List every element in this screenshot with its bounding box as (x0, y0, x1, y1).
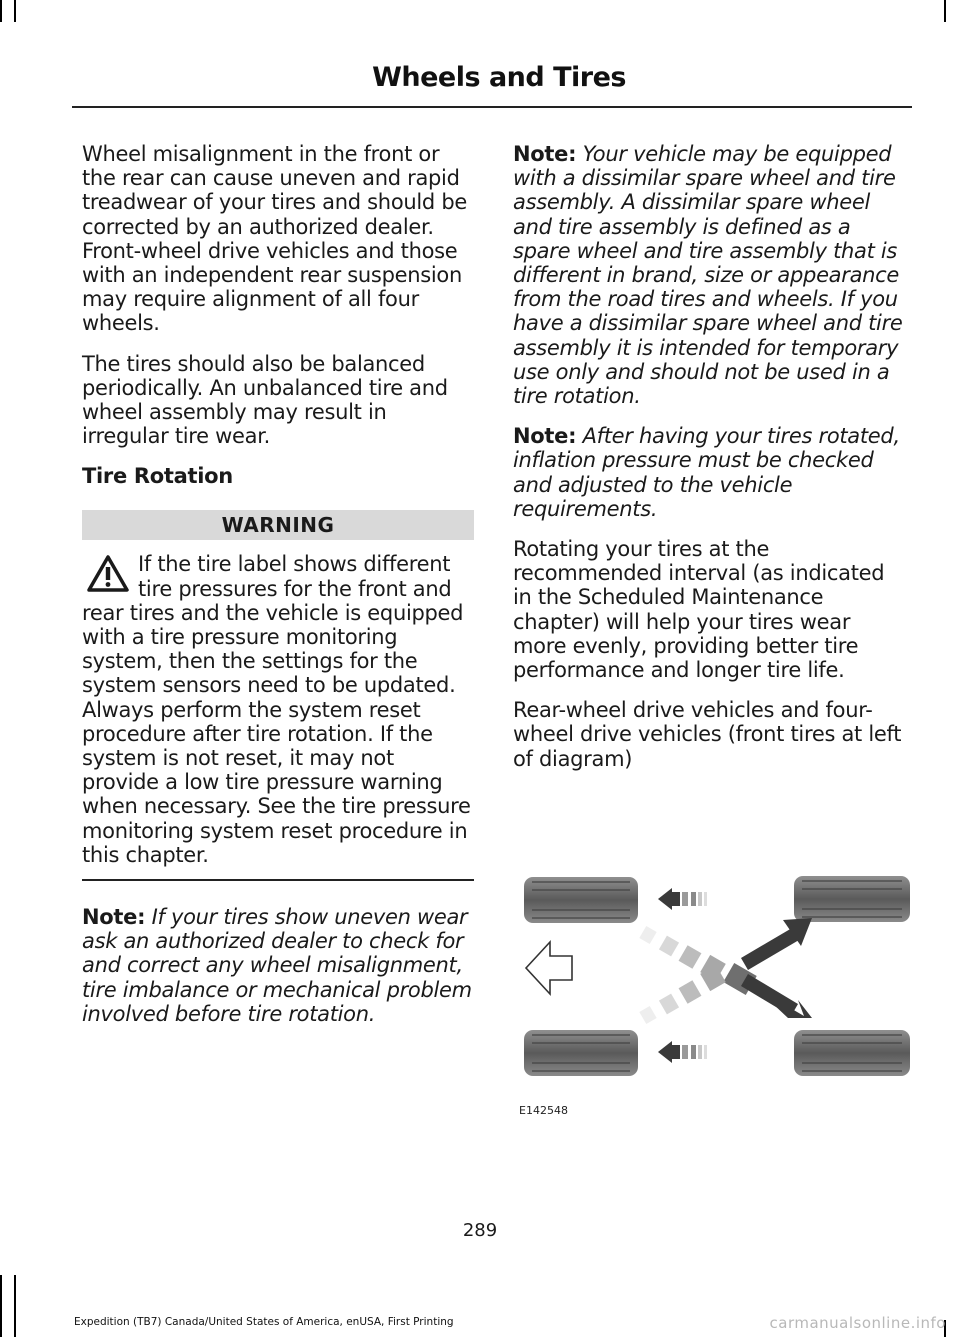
tire-icon (524, 1030, 638, 1076)
note-text: After having your tires rotated, inflation pressure must be checked and adjusted to the vehicle requirements. (513, 424, 900, 521)
page-title: Wheels and Tires (372, 62, 626, 93)
diagram-code: E142548 (519, 1104, 568, 1117)
note-label: Note: (513, 424, 577, 449)
note-text: If your tires show uneven wear ask an authorized dealer to check for and correct any wheel misalignment, tire imbalance or mechanical problem involved before tire rotation. (82, 905, 472, 1026)
section-heading: Tire Rotation (82, 464, 233, 489)
footer-text: Expedition (TB7) Canada/United States of America, enUSA, First Printing (74, 1316, 454, 1328)
note-paragraph (82, 905, 474, 1026)
note-text: Your vehicle may be equipped with a dissimilar spare wheel and tire assembly. A dissimilar spare wheel and tire assembly is defined as a spare wheel and tire assembly that is different in brand, size or appearance from the road tires and wheels. If you have a dissimilar spare wheel and tire assembly it is intended for temporary use only and should not be used in a tire rotation. (513, 142, 903, 409)
right-column (513, 142, 908, 787)
diagram-caption: Rear-wheel drive vehicles and four-wheel drive vehicles (front tires at left of diagram) (513, 698, 902, 771)
crop-mark (0, 1275, 2, 1337)
balance-paragraph: The tires should also be balanced periodically. An unbalanced tire and wheel assembly may result in irregular tire wear. (82, 351, 448, 449)
tire-icon (524, 877, 638, 923)
forward-arrow-icon (526, 942, 572, 994)
tire-icon (794, 1030, 910, 1076)
header-divider (72, 106, 912, 108)
warning-text: If the tire label shows different tire pressures for the front and rear tires and the vehicle is equipped with a tire pressure monitoring system, then the settings for the system sensors need to be updated. Always perform the system reset procedure after tire rotation. If the system is not reset, it may not provide a low tire pressure warning when necessary. See the tire pressure monitoring system reset procedure in this chapter. (82, 552, 471, 867)
crop-mark (14, 1275, 16, 1337)
note-paragraph (513, 424, 908, 521)
tire-icon (794, 876, 910, 922)
arrow-icon (658, 1041, 707, 1063)
rotation-paragraph: Rotating your tires at the recommended interval (as indicated in the Scheduled Maintenance chapter) will help your tires wear more evenly, providing better tire performance and longer tire life. (513, 537, 885, 683)
tire-rotation-diagram (512, 868, 912, 1120)
crop-mark (944, 0, 946, 22)
arrow-icon (658, 888, 707, 910)
warning-banner: WARNING (82, 510, 474, 540)
warning-divider (82, 879, 474, 881)
note-paragraph (513, 142, 908, 408)
crop-mark (0, 0, 2, 22)
watermark: carmanualsonline.info (769, 1314, 946, 1332)
warning-block (82, 552, 474, 867)
warning-triangle-icon (86, 554, 130, 594)
note-label: Note: (513, 142, 577, 166)
left-column (82, 142, 474, 1042)
misalignment-paragraph: Wheel misalignment in the front or the rear can cause uneven and rapid treadwear of your tires and should be corrected by an authorized dealer. Front-wheel drive vehicles and those with an independent rear suspension may require alignment of all four wheels. (82, 142, 467, 336)
page-number: 289 (462, 1220, 498, 1241)
crop-mark (14, 0, 16, 22)
note-label: Note: (82, 905, 146, 930)
